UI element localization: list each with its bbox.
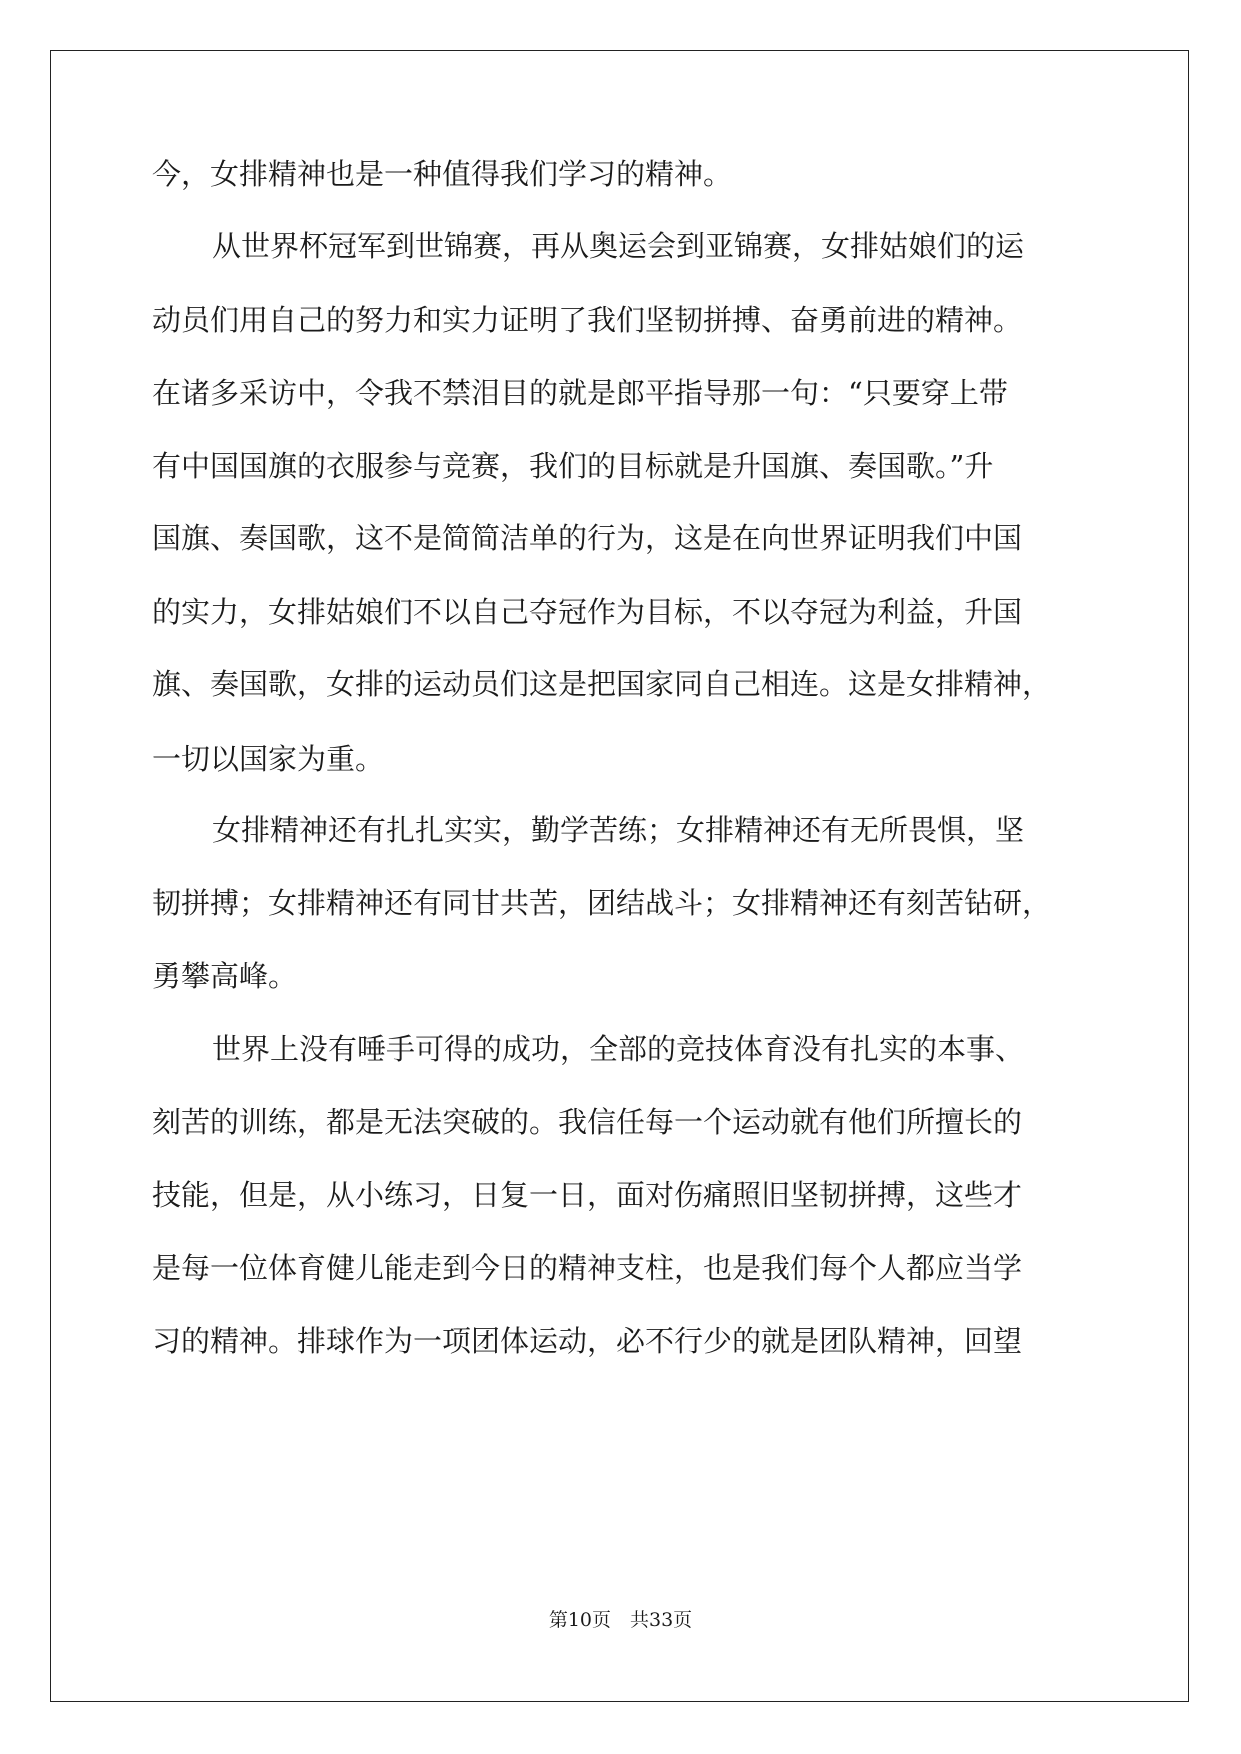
page-number-footer: 第10页 共33页 xyxy=(548,1609,693,1631)
text-line: 刻苦的训练，都是无法突破的。我信任每一个运动就有他们所擅长的 xyxy=(152,1105,1023,1139)
text-line: 勇攀高峰。 xyxy=(152,959,298,993)
text-line: 一切以国家为重。 xyxy=(152,742,385,776)
text-line: 旗、奏国歌，女排的运动员们这是把国家同自己相连。这是女排精神， xyxy=(152,667,1052,701)
text-line: 的实力，女排姑娘们不以自己夺冠作为目标，不以夺冠为利益，升国 xyxy=(152,595,1023,629)
page-border xyxy=(50,50,1189,1702)
text-line: 在诸多采访中，令我不禁泪目的就是郎平指导那一句：“只要穿上带 xyxy=(152,376,1008,410)
text-line: 有中国国旗的衣服参与竞赛，我们的目标就是升国旗、奏国歌。”升 xyxy=(152,449,994,483)
text-line: 女排精神还有扎扎实实，勤学苦练；女排精神还有无所畏惧，坚 xyxy=(212,813,1025,847)
text-line: 国旗、奏国歌，这不是简简洁单的行为，这是在向世界证明我们中国 xyxy=(152,521,1023,555)
text-line: 韧拼搏；女排精神还有同甘共苦，团结战斗；女排精神还有刻苦钻研， xyxy=(152,886,1052,920)
text-line: 从世界杯冠军到世锦赛，再从奥运会到亚锦赛，女排姑娘们的运 xyxy=(212,229,1025,263)
text-line: 技能，但是，从小练习，日复一日，面对伤痛照旧坚韧拼搏，这些才 xyxy=(152,1178,1023,1212)
text-line: 是每一位体育健儿能走到今日的精神支柱，也是我们每个人都应当学 xyxy=(152,1251,1023,1285)
text-line: 习的精神。排球作为一项团体运动，必不行少的就是团队精神，回望 xyxy=(152,1324,1023,1358)
text-line: 今，女排精神也是一种值得我们学习的精神。 xyxy=(152,157,733,191)
text-line: 世界上没有唾手可得的成功，全部的竞技体育没有扎实的本事、 xyxy=(212,1032,1025,1066)
text-line: 动员们用自己的努力和实力证明了我们坚韧拼搏、奋勇前进的精神。 xyxy=(152,303,1023,337)
